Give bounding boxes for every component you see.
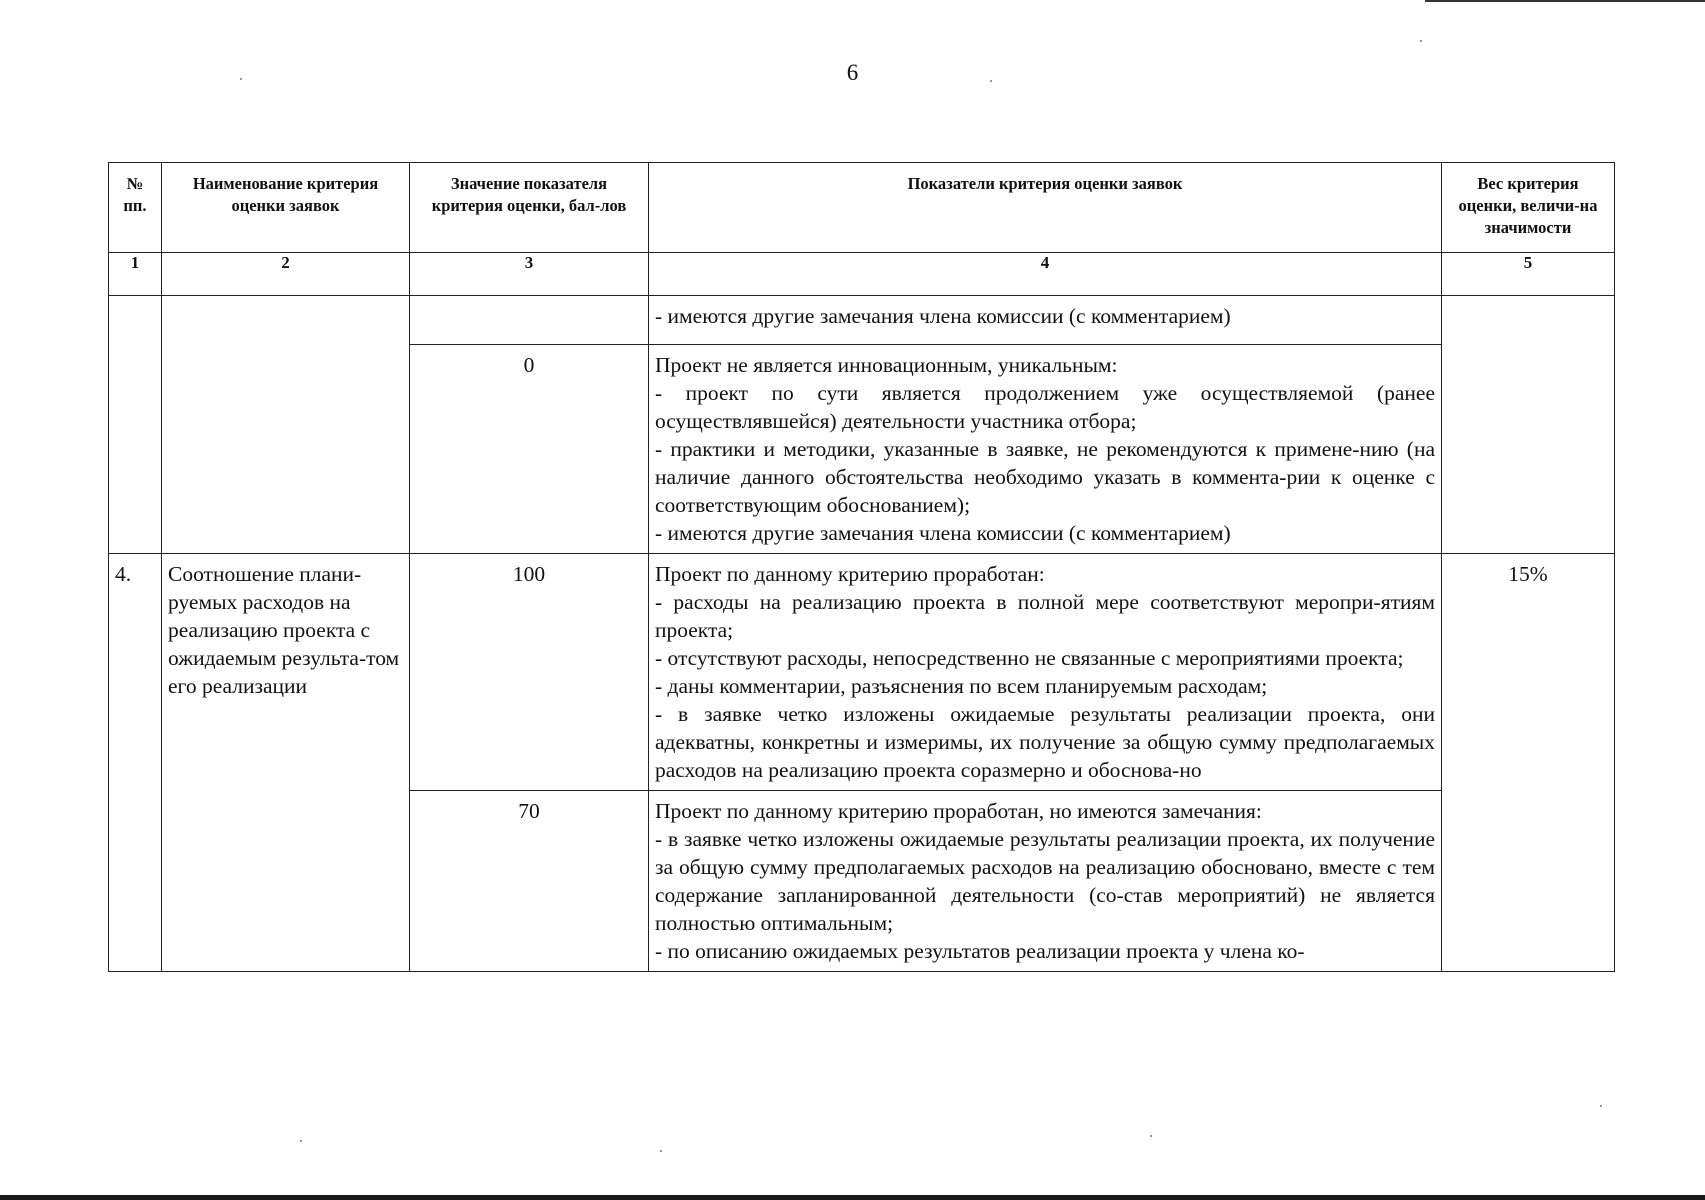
scan-speck [1150, 1135, 1152, 1137]
page-number: 6 [846, 60, 859, 85]
indicators-cell [649, 791, 1442, 972]
indicator-line: - в заявке четко изложены ожидаемые результаты реализации проекта, их получение за общую сумму предполагаемых расходов на реализацию обосновано, вместе с тем содержание запланированной деятельности (со-став мероприятий) не является полностью оптимальным; [655, 827, 1435, 935]
indicator-line: Проект не является инновационным, уникальным: [655, 353, 1118, 377]
column-number-3: 3 [410, 253, 649, 296]
weight-cell: 15% [1442, 554, 1615, 972]
indicators-cell [649, 554, 1442, 791]
table-row [109, 296, 1615, 345]
indicator-line: - проект по сути является продолжением уже осуществляемой (ранее осуществлявшейся) деятельности участника отбора; [655, 381, 1435, 433]
header-criterion-name: Наименование критерия оценки заявок [162, 163, 410, 253]
column-number-2: 2 [162, 253, 410, 296]
criteria-table [108, 162, 1615, 972]
scan-top-edge [1425, 0, 1705, 2]
column-number-row [109, 253, 1615, 296]
column-number-4: 4 [649, 253, 1442, 296]
scan-speck [240, 78, 242, 80]
indicator-line: - по описанию ожидаемых результатов реализации проекта у члена ко- [655, 939, 1305, 963]
indicators-cell [649, 345, 1442, 554]
header-indicators: Показатели критерия оценки заявок [649, 163, 1442, 253]
column-number-5: 5 [1442, 253, 1615, 296]
score-cell: 100 [410, 554, 649, 791]
scan-speck [990, 80, 992, 82]
indicator-line: - даны комментарии, разъяснения по всем планируемым расходам; [655, 674, 1268, 698]
criterion-name: Соотношение плани-руемых расходов на реализацию проекта с ожидаемым результа-том его реализации [162, 554, 410, 972]
header-indicator-value: Значение показателя критерия оценки, бал-лов [410, 163, 649, 253]
indicators-cell [649, 296, 1442, 345]
indicator-line: - имеются другие замечания члена комиссии (с комментарием) [655, 521, 1231, 545]
criterion-name-empty [162, 296, 410, 554]
indicator-line: Проект по данному критерию проработан: [655, 562, 1045, 586]
column-number-1: 1 [109, 253, 162, 296]
indicator-line: - имеются другие замечания члена комиссии (с комментарием) [655, 304, 1231, 328]
score-cell [410, 296, 649, 345]
scan-speck [660, 1150, 662, 1152]
header-weight: Вес критерия оценки, величи-на значимости [1442, 163, 1615, 253]
indicator-line: - отсутствуют расходы, непосредственно не связанные с мероприятиями проекта; [655, 646, 1404, 670]
indicator-line: - практики и методики, указанные в заявке, не рекомендуются к примене-нию (на наличие данного обстоятельства необходимо указать в коммента-рии к оценке с соответствующим обоснованием); [655, 437, 1435, 517]
indicator-line: Проект по данному критерию проработан, но имеются замечания: [655, 799, 1262, 823]
scan-speck [300, 1140, 302, 1142]
row-number: 4. [109, 554, 162, 972]
scan-bottom-edge [0, 1195, 1705, 1200]
indicator-line: - в заявке четко изложены ожидаемые результаты реализации проекта, они адекватны, конкретны и измеримы, их получение за общую сумму предполагаемых расходов на реализацию проекта соразмерно и обоснова-но [655, 702, 1435, 782]
table-row [109, 554, 1615, 791]
weight-empty [1442, 296, 1615, 554]
score-cell: 0 [410, 345, 649, 554]
header-number: № пп. [109, 163, 162, 253]
indicator-line: - расходы на реализацию проекта в полной мере соответствуют меропри-ятиям проекта; [655, 590, 1435, 642]
header-row [109, 163, 1615, 253]
score-cell: 70 [410, 791, 649, 972]
scan-speck [1600, 1105, 1602, 1107]
scan-speck [1420, 40, 1422, 42]
row-number-empty [109, 296, 162, 554]
